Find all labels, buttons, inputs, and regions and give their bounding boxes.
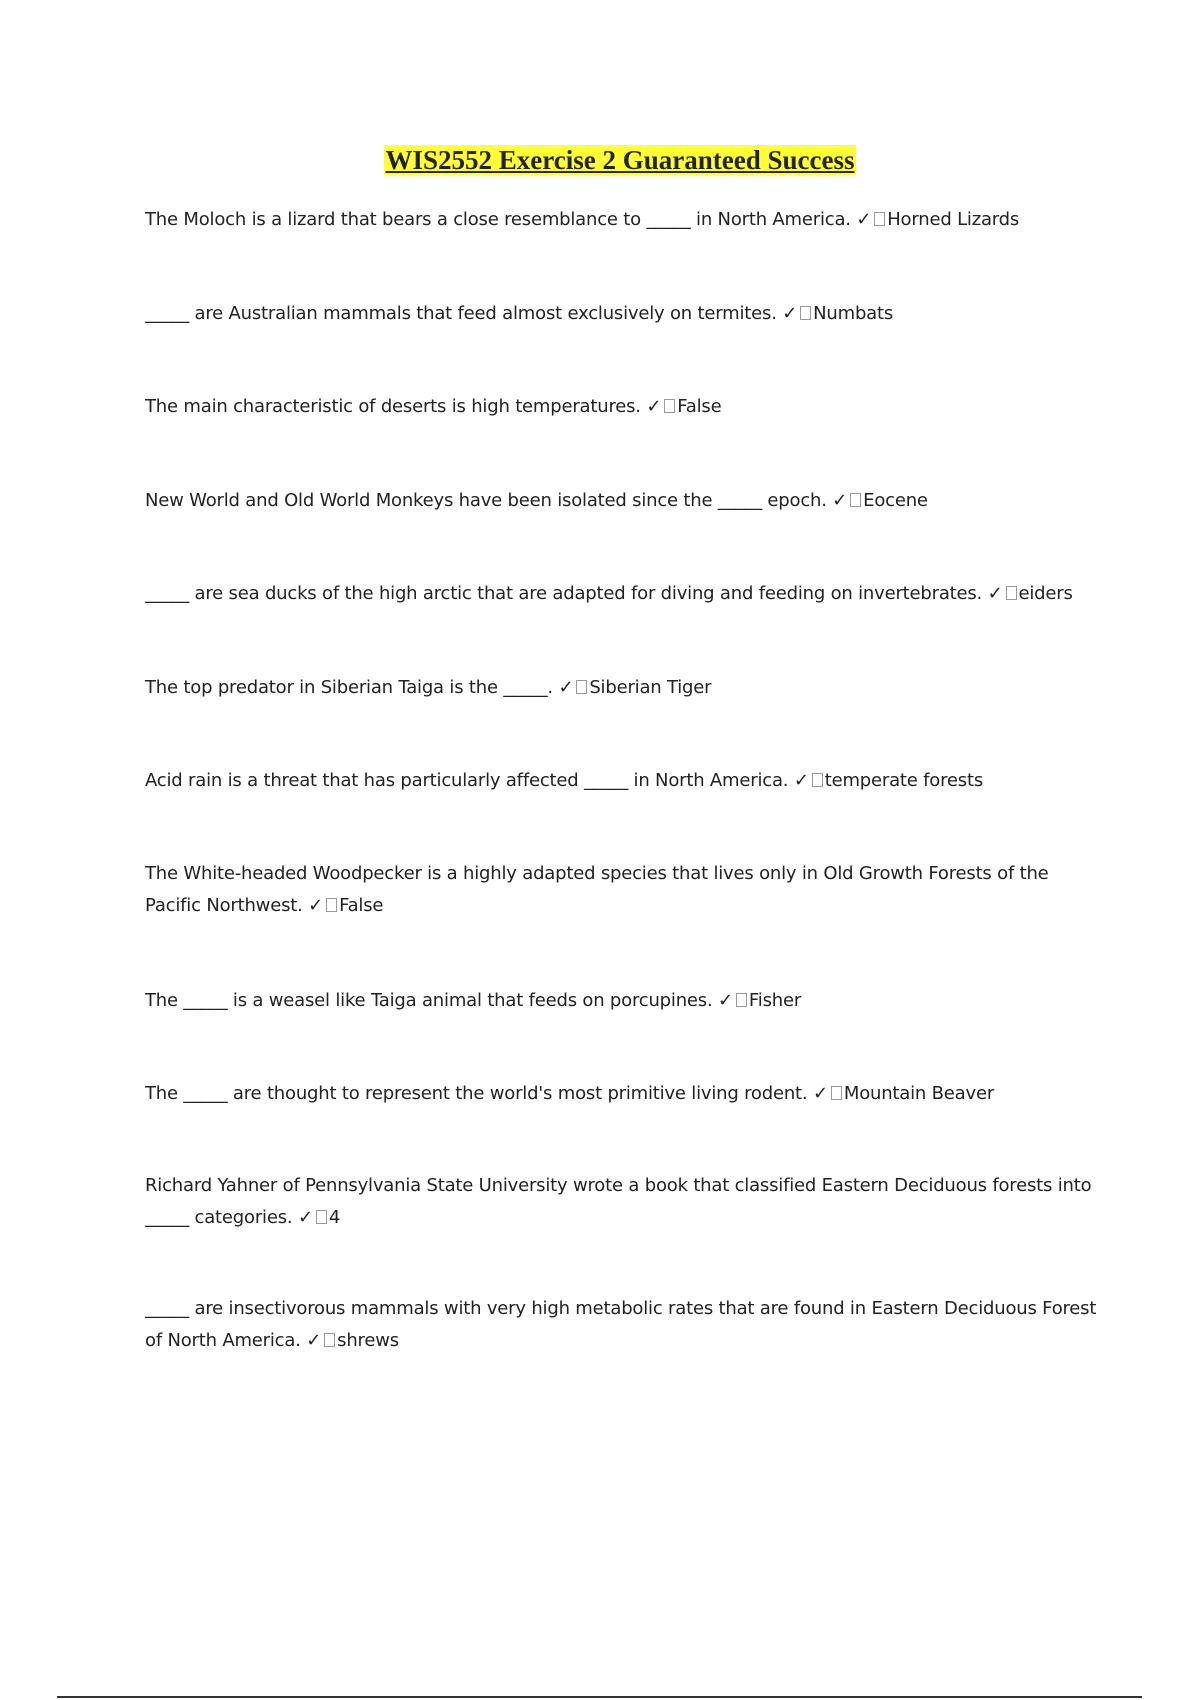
question-2 [145, 298, 1105, 330]
answer-text: False [677, 396, 722, 417]
question-text: The top predator in Siberian Taiga is the _____. [145, 677, 553, 698]
answer-text: shrews [337, 1330, 399, 1351]
question-7 [145, 765, 1105, 797]
question-text: The _____ are thought to represent the world's most primitive living rodent. [145, 1083, 808, 1104]
page-title-text: WIS2552 Exercise 2 Guaranteed Success [385, 145, 855, 175]
answer-text: False [339, 895, 384, 916]
checkbox-icon [324, 1333, 335, 1347]
check-icon: ✓ [812, 1083, 828, 1104]
check-icon: ✓ [856, 209, 872, 230]
check-icon: ✓ [987, 583, 1003, 604]
answer-text: Mountain Beaver [843, 1083, 995, 1104]
checkbox-icon [874, 212, 885, 226]
answer-text: Horned Lizards [887, 209, 1020, 230]
checkbox-icon [326, 898, 337, 912]
question-text: Acid rain is a threat that has particularly affected _____ in North America. [145, 770, 789, 791]
question-text: Richard Yahner of Pennsylvania State University wrote a book that classified Eastern Deciduous forests into _____ categories. [145, 1175, 1092, 1228]
question-text: The Moloch is a lizard that bears a close resemblance to _____ in North America. [145, 209, 851, 230]
answer-text: eiders [1018, 583, 1073, 604]
question-text: The White-headed Woodpecker is a highly adapted species that lives only in Old Growth Forests of the Pacific Northwest. [145, 863, 1049, 916]
checkbox-icon [316, 1210, 327, 1224]
checkbox-icon [576, 680, 587, 694]
question-10 [145, 1078, 1105, 1110]
check-icon: ✓ [308, 895, 324, 916]
question-9 [145, 985, 1105, 1017]
check-icon: ✓ [718, 990, 733, 1011]
check-icon: ✓ [297, 1207, 313, 1228]
question-3 [145, 391, 1105, 423]
question-text: The main characteristic of deserts is high temperatures. [145, 396, 641, 417]
question-text: The _____ is a weasel like Taiga animal that feeds on porcupines. [145, 990, 713, 1011]
checkbox-icon [831, 1086, 842, 1100]
question-5 [145, 578, 1105, 610]
answer-text: Fisher [748, 990, 802, 1011]
answer-text: 4 [328, 1207, 341, 1228]
question-4 [145, 485, 1105, 517]
checkbox-icon [736, 993, 747, 1007]
check-icon: ✓ [306, 1330, 322, 1351]
check-icon: ✓ [646, 396, 662, 417]
check-icon: ✓ [793, 770, 809, 791]
answer-text: Siberian Tiger [589, 677, 712, 698]
answer-text: temperate forests [824, 770, 984, 791]
question-text: New World and Old World Monkeys have been isolated since the _____ epoch. [145, 490, 827, 511]
answer-text: Numbats [813, 303, 894, 324]
question-text: _____ are sea ducks of the high arctic that are adapted for diving and feeding on invertebrates. [145, 583, 983, 604]
checkbox-icon [850, 493, 861, 507]
question-8 [145, 858, 1105, 922]
question-6 [145, 672, 1105, 704]
checkbox-icon [800, 306, 811, 320]
checkbox-icon [664, 399, 675, 413]
question-text: _____ are insectivorous mammals with very high metabolic rates that are found in Eastern Deciduous Forest of North America. [145, 1298, 1097, 1351]
checkbox-icon [812, 773, 823, 787]
check-icon: ✓ [782, 303, 798, 324]
answer-text: Eocene [863, 490, 928, 511]
question-text: _____ are Australian mammals that feed almost exclusively on termites. [145, 303, 777, 324]
checkbox-icon [1006, 586, 1017, 600]
check-icon: ✓ [832, 490, 848, 511]
footer-divider [57, 1696, 1142, 1698]
question-12 [145, 1293, 1105, 1357]
check-icon: ✓ [558, 677, 574, 698]
question-1 [145, 204, 1105, 236]
question-11 [145, 1170, 1105, 1234]
page-title [0, 143, 1200, 177]
